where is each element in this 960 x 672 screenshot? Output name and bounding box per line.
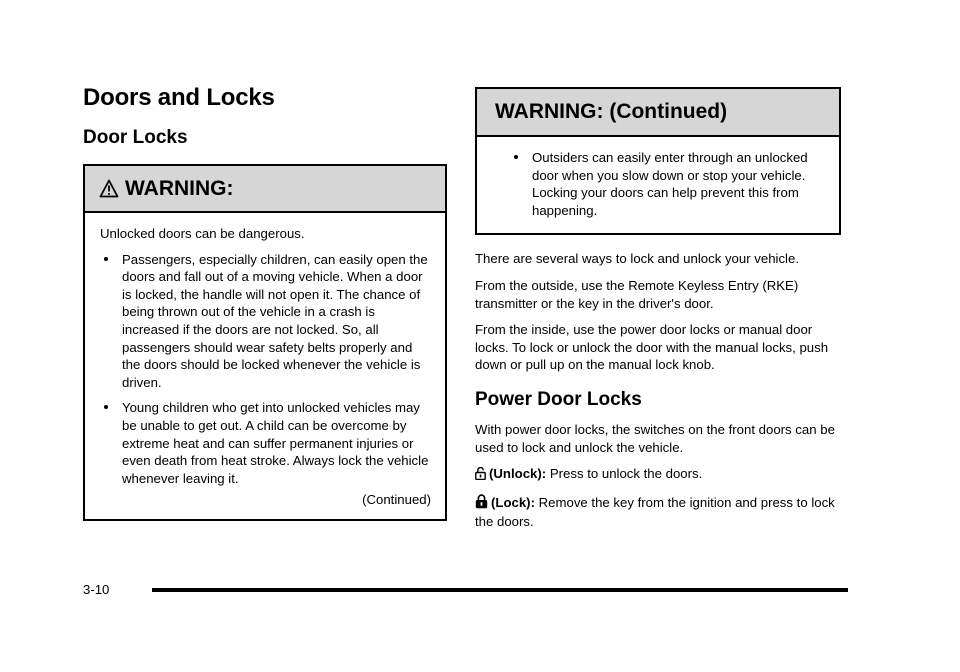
subsection-title: Door Locks: [83, 127, 188, 148]
body-paragraph: From the outside, use the Remote Keyless Entry (RKE) transmitter or the key in the driver's door.: [475, 277, 799, 311]
warning-continued-bullet: [492, 149, 825, 219]
warning-box: [83, 164, 447, 521]
footer-rule: [152, 588, 848, 592]
unlock-icon: [475, 467, 486, 485]
warning-header: [85, 166, 445, 213]
warning-continued-bullet-text: Outsiders can easily enter through an unlocked door when you slow down or stop your vehicle. Locking your doors can help prevent this from happening.: [532, 150, 808, 218]
warning-intro: Unlocked doors can be dangerous.: [100, 226, 305, 241]
lock-text: Remove the key from the ignition and press to lock the doors.: [475, 494, 835, 530]
lock-label: (Lock):: [491, 494, 535, 510]
lock-instruction: [475, 494, 841, 531]
bullet-dot-icon: [104, 257, 108, 261]
section-title: Doors and Locks: [83, 84, 275, 111]
bullet-dot-icon: [104, 405, 108, 409]
right-column: [475, 87, 841, 540]
warning-continued-title: WARNING: (Continued): [495, 100, 728, 123]
page-number: 3-10: [83, 582, 110, 597]
warning-title: WARNING:: [125, 176, 234, 200]
warning-bullet: [100, 399, 431, 487]
warning-continued-box: [475, 87, 841, 235]
left-column: [83, 84, 447, 521]
unlock-label: (Unlock):: [489, 466, 547, 482]
warning-bullet-text: Young children who get into unlocked vehicles may be unable to get out. A child can be overcome by extreme heat and can suffer permanent injuries or even death from heat stroke. Always lock the vehicle whenever leaving it.: [122, 400, 429, 486]
unlock-text: Press to unlock the doors.: [549, 466, 703, 482]
body-text: [475, 250, 841, 531]
body-paragraph: There are several ways to lock and unlock your vehicle.: [475, 251, 799, 267]
warning-continued-header: [477, 89, 839, 137]
power-locks-intro: With power door locks, the switches on the front doors can be used to lock and unlock the vehicle.: [475, 421, 835, 455]
power-locks-title: Power Door Locks: [475, 388, 642, 410]
warning-bullet-text: Passengers, especially children, can easily open the doors and fall out of a moving vehicle. When a door is locked, the handle will not open it. The chance of being thrown out of the vehicle in a crash is increased if the doors are not locked. So, all passengers should wear safety belts properly and the doors should be locked whenever the vehicle is driven.: [122, 251, 428, 390]
warning-continued-body: [477, 137, 839, 233]
body-paragraph: From the inside, use the power door locks or manual door locks. To lock or unlock the door with the manual locks, push down or pull up on the manual lock knob.: [475, 322, 829, 373]
warning-bullet: [100, 251, 431, 392]
continued-label: (Continued): [362, 492, 431, 508]
lock-icon: [475, 494, 488, 514]
caution-icon: [99, 179, 119, 198]
warning-body: [85, 213, 445, 519]
unlock-instruction: [475, 465, 841, 485]
bullet-dot-icon: [514, 155, 518, 159]
